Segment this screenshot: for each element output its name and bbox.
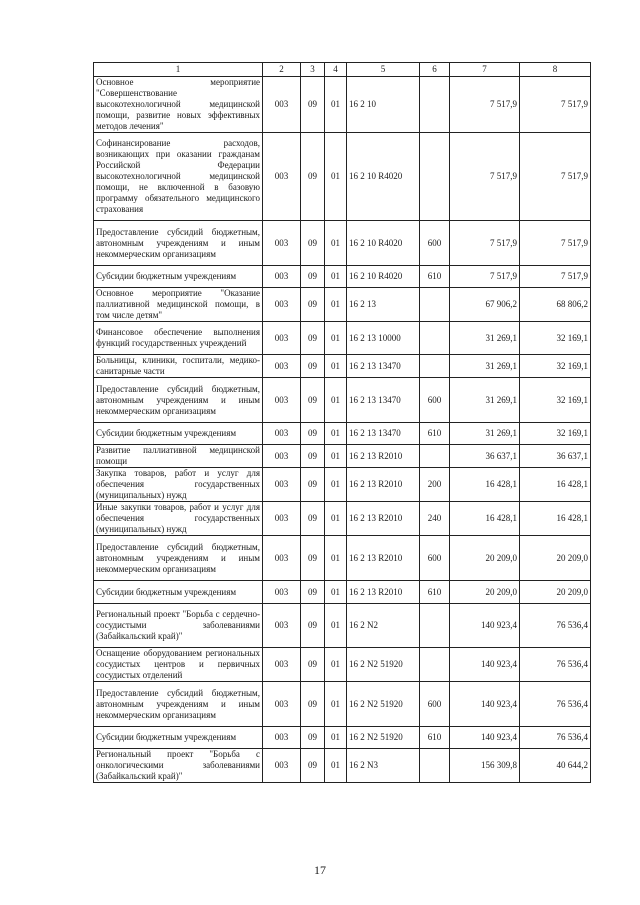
row-name-cell: Иные закупки товаров, работ и услуг для обеспечения государственных (муниципальных) нужд [94, 502, 263, 536]
subsection-cell: 01 [325, 604, 347, 648]
section-cell: 09 [301, 749, 325, 783]
amount-year1-cell: 31 269,1 [450, 322, 520, 355]
table-row [94, 266, 591, 288]
table-row [94, 727, 591, 749]
expense-type-cell: 600 [420, 221, 450, 266]
expense-type-cell [420, 749, 450, 783]
section-cell: 09 [301, 266, 325, 288]
amount-year1-cell: 140 923,4 [450, 604, 520, 648]
target-article-cell: 16 2 10 R4020 [347, 221, 420, 266]
amount-year2-cell: 76 536,4 [520, 648, 591, 682]
amount-year1-cell: 7 517,9 [450, 77, 520, 133]
expense-type-cell: 610 [420, 727, 450, 749]
row-name-cell: Субсидии бюджетным учреждениям [94, 423, 263, 445]
column-header: 6 [420, 63, 450, 77]
code-cell: 003 [263, 288, 301, 322]
table-row [94, 423, 591, 445]
section-cell: 09 [301, 423, 325, 445]
row-name-cell: Больницы, клиники, госпитали, медико-санитарные части [94, 355, 263, 378]
amount-year2-cell: 40 644,2 [520, 749, 591, 783]
code-cell: 003 [263, 502, 301, 536]
subsection-cell: 01 [325, 682, 347, 727]
code-cell: 003 [263, 468, 301, 502]
amount-year2-cell: 20 209,0 [520, 536, 591, 581]
expense-type-cell: 610 [420, 581, 450, 604]
row-name-cell: Софинансирование расходов, возникающих при оказании гражданам Российской Федерации высокотехнологичной медицинской помощи, не включенной в базовую программу обязательного медицинского страхования [94, 133, 263, 221]
target-article-cell: 16 2 N2 51920 [347, 682, 420, 727]
section-cell: 09 [301, 727, 325, 749]
code-cell: 003 [263, 445, 301, 468]
row-name-cell: Субсидии бюджетным учреждениям [94, 727, 263, 749]
code-cell: 003 [263, 604, 301, 648]
code-cell: 003 [263, 423, 301, 445]
target-article-cell: 16 2 N2 [347, 604, 420, 648]
expense-type-cell [420, 604, 450, 648]
row-name-cell: Основное мероприятие "Совершенствование высокотехнологичной медицинской помощи, развитие новых эффективных методов лечения" [94, 77, 263, 133]
expense-type-cell: 600 [420, 378, 450, 423]
column-header: 3 [301, 63, 325, 77]
table-row [94, 288, 591, 322]
code-cell: 003 [263, 727, 301, 749]
subsection-cell: 01 [325, 266, 347, 288]
table-row [94, 581, 591, 604]
amount-year2-cell: 20 209,0 [520, 581, 591, 604]
section-cell: 09 [301, 604, 325, 648]
table-row [94, 221, 591, 266]
expense-type-cell [420, 445, 450, 468]
amount-year2-cell: 16 428,1 [520, 502, 591, 536]
budget-table [93, 62, 591, 783]
target-article-cell: 16 2 13 R2010 [347, 445, 420, 468]
subsection-cell: 01 [325, 322, 347, 355]
expense-type-cell: 200 [420, 468, 450, 502]
table-row [94, 536, 591, 581]
amount-year2-cell: 76 536,4 [520, 727, 591, 749]
subsection-cell: 01 [325, 77, 347, 133]
expense-type-cell [420, 77, 450, 133]
amount-year2-cell: 36 637,1 [520, 445, 591, 468]
expense-type-cell [420, 288, 450, 322]
amount-year1-cell: 140 923,4 [450, 682, 520, 727]
amount-year2-cell: 68 806,2 [520, 288, 591, 322]
expense-type-cell [420, 648, 450, 682]
amount-year1-cell: 31 269,1 [450, 378, 520, 423]
code-cell: 003 [263, 536, 301, 581]
code-cell: 003 [263, 682, 301, 727]
amount-year1-cell: 16 428,1 [450, 468, 520, 502]
table-row [94, 502, 591, 536]
code-cell: 003 [263, 133, 301, 221]
expense-type-cell: 610 [420, 423, 450, 445]
subsection-cell: 01 [325, 727, 347, 749]
column-header: 1 [94, 63, 263, 77]
amount-year2-cell: 76 536,4 [520, 682, 591, 727]
code-cell: 003 [263, 355, 301, 378]
column-header: 4 [325, 63, 347, 77]
amount-year1-cell: 140 923,4 [450, 727, 520, 749]
target-article-cell: 16 2 13 R2010 [347, 468, 420, 502]
row-name-cell: Финансовое обеспечение выполнения функций государственных учреждений [94, 322, 263, 355]
table-row [94, 749, 591, 783]
amount-year2-cell: 32 169,1 [520, 423, 591, 445]
amount-year2-cell: 16 428,1 [520, 468, 591, 502]
table-row [94, 682, 591, 727]
amount-year1-cell: 36 637,1 [450, 445, 520, 468]
table-row [94, 133, 591, 221]
expense-type-cell: 240 [420, 502, 450, 536]
table-row [94, 445, 591, 468]
expense-type-cell [420, 322, 450, 355]
section-cell: 09 [301, 502, 325, 536]
table-row [94, 648, 591, 682]
code-cell: 003 [263, 221, 301, 266]
section-cell: 09 [301, 355, 325, 378]
amount-year1-cell: 31 269,1 [450, 423, 520, 445]
page-number: 17 [314, 863, 326, 877]
amount-year1-cell: 67 906,2 [450, 288, 520, 322]
expense-type-cell: 600 [420, 682, 450, 727]
code-cell: 003 [263, 749, 301, 783]
table-row [94, 355, 591, 378]
subsection-cell: 01 [325, 423, 347, 445]
amount-year1-cell: 16 428,1 [450, 502, 520, 536]
row-name-cell: Оснащение оборудованием региональных сосудистых центров и первичных сосудистых отделений [94, 648, 263, 682]
amount-year1-cell: 20 209,0 [450, 536, 520, 581]
target-article-cell: 16 2 13 13470 [347, 423, 420, 445]
expense-type-cell [420, 133, 450, 221]
amount-year2-cell: 7 517,9 [520, 266, 591, 288]
target-article-cell: 16 2 13 [347, 288, 420, 322]
row-name-cell: Субсидии бюджетным учреждениям [94, 266, 263, 288]
target-article-cell: 16 2 13 13470 [347, 378, 420, 423]
amount-year1-cell: 7 517,9 [450, 133, 520, 221]
amount-year1-cell: 7 517,9 [450, 266, 520, 288]
target-article-cell: 16 2 N3 [347, 749, 420, 783]
target-article-cell: 16 2 10 R4020 [347, 266, 420, 288]
expense-type-cell: 610 [420, 266, 450, 288]
table-row [94, 378, 591, 423]
section-cell: 09 [301, 581, 325, 604]
code-cell: 003 [263, 322, 301, 355]
subsection-cell: 01 [325, 749, 347, 783]
section-cell: 09 [301, 648, 325, 682]
section-cell: 09 [301, 378, 325, 423]
section-cell: 09 [301, 322, 325, 355]
expense-type-cell [420, 355, 450, 378]
table-row [94, 604, 591, 648]
section-cell: 09 [301, 445, 325, 468]
amount-year2-cell: 32 169,1 [520, 355, 591, 378]
target-article-cell: 16 2 13 10000 [347, 322, 420, 355]
amount-year1-cell: 156 309,8 [450, 749, 520, 783]
row-name-cell: Закупка товаров, работ и услуг для обеспечения государственных (муниципальных) нужд [94, 468, 263, 502]
row-name-cell: Предоставление субсидий бюджетным, автономным учреждениям и иным некоммерческим организациям [94, 682, 263, 727]
subsection-cell: 01 [325, 378, 347, 423]
section-cell: 09 [301, 536, 325, 581]
target-article-cell: 16 2 N2 51920 [347, 648, 420, 682]
code-cell: 003 [263, 77, 301, 133]
subsection-cell: 01 [325, 133, 347, 221]
subsection-cell: 01 [325, 468, 347, 502]
code-cell: 003 [263, 581, 301, 604]
amount-year2-cell: 7 517,9 [520, 221, 591, 266]
table-row [94, 468, 591, 502]
amount-year2-cell: 7 517,9 [520, 77, 591, 133]
row-name-cell: Предоставление субсидий бюджетным, автономным учреждениям и иным некоммерческим организациям [94, 221, 263, 266]
section-cell: 09 [301, 682, 325, 727]
expense-type-cell: 600 [420, 536, 450, 581]
amount-year1-cell: 140 923,4 [450, 648, 520, 682]
target-article-cell: 16 2 N2 51920 [347, 727, 420, 749]
amount-year2-cell: 32 169,1 [520, 322, 591, 355]
section-cell: 09 [301, 221, 325, 266]
amount-year1-cell: 20 209,0 [450, 581, 520, 604]
section-cell: 09 [301, 468, 325, 502]
subsection-cell: 01 [325, 445, 347, 468]
row-name-cell: Основное мероприятие "Оказание паллиативной медицинской помощи, в том числе детям" [94, 288, 263, 322]
subsection-cell: 01 [325, 355, 347, 378]
target-article-cell: 16 2 13 R2010 [347, 536, 420, 581]
header-row [94, 63, 591, 77]
row-name-cell: Предоставление субсидий бюджетным, автономным учреждениям и иным некоммерческим организациям [94, 378, 263, 423]
target-article-cell: 16 2 10 [347, 77, 420, 133]
subsection-cell: 01 [325, 581, 347, 604]
subsection-cell: 01 [325, 536, 347, 581]
table-row [94, 322, 591, 355]
target-article-cell: 16 2 13 R2010 [347, 581, 420, 604]
column-header: 5 [347, 63, 420, 77]
amount-year1-cell: 31 269,1 [450, 355, 520, 378]
section-cell: 09 [301, 288, 325, 322]
table-row [94, 77, 591, 133]
table-body [94, 63, 591, 783]
row-name-cell: Предоставление субсидий бюджетным, автономным учреждениям и иным некоммерческим организациям [94, 536, 263, 581]
column-header: 2 [263, 63, 301, 77]
section-cell: 09 [301, 133, 325, 221]
code-cell: 003 [263, 378, 301, 423]
row-name-cell: Развитие паллиативной медицинской помощи [94, 445, 263, 468]
amount-year2-cell: 32 169,1 [520, 378, 591, 423]
section-cell: 09 [301, 77, 325, 133]
subsection-cell: 01 [325, 648, 347, 682]
target-article-cell: 16 2 13 R2010 [347, 502, 420, 536]
column-header: 7 [450, 63, 520, 77]
amount-year1-cell: 7 517,9 [450, 221, 520, 266]
column-header: 8 [520, 63, 591, 77]
amount-year2-cell: 7 517,9 [520, 133, 591, 221]
subsection-cell: 01 [325, 288, 347, 322]
row-name-cell: Региональный проект "Борьба с сердечно-сосудистыми заболеваниями (Забайкальский край)" [94, 604, 263, 648]
subsection-cell: 01 [325, 221, 347, 266]
subsection-cell: 01 [325, 502, 347, 536]
code-cell: 003 [263, 266, 301, 288]
target-article-cell: 16 2 13 13470 [347, 355, 420, 378]
row-name-cell: Региональный проект "Борьба с онкологическими заболеваниями (Забайкальский край)" [94, 749, 263, 783]
target-article-cell: 16 2 10 R4020 [347, 133, 420, 221]
code-cell: 003 [263, 648, 301, 682]
amount-year2-cell: 76 536,4 [520, 604, 591, 648]
row-name-cell: Субсидии бюджетным учреждениям [94, 581, 263, 604]
